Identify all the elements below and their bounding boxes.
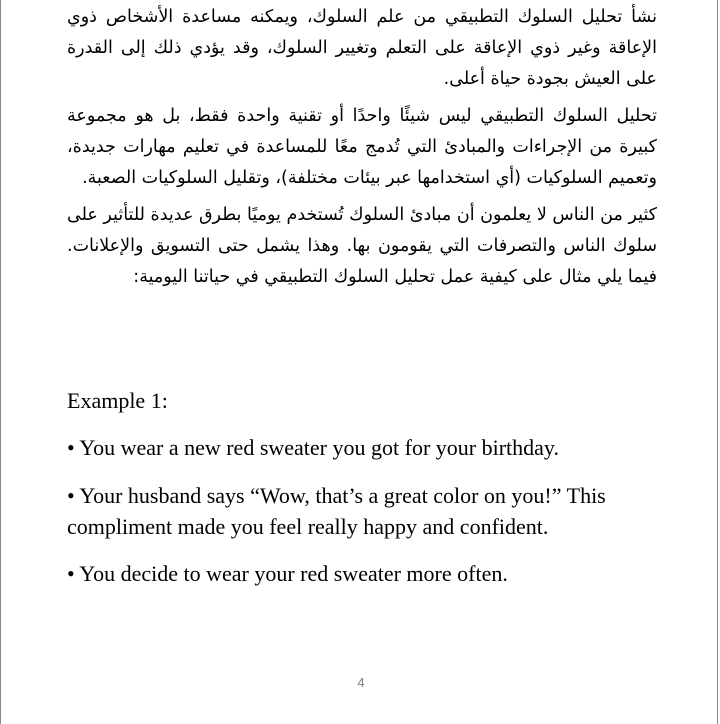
- example-bullet-2: • Your husband says “Wow, that’s a great color on you!” This compliment made you feel really happy and confident.: [67, 483, 606, 539]
- arabic-paragraph-2: تحليل السلوك التطبيقي ليس شيئًا واحدًا أو تقنية واحدة فقط، بل هو مجموعة كبيرة من الإجراءات والمبادئ التي تُدمج معًا للمساعدة في تعليم مهارات جديدة، وتعميم السلوكيات (أي استخدامها عبر بيئات مختلفة)، وتقليل السلوكيات الصعبة.: [67, 106, 657, 188]
- example-heading: Example 1:: [67, 388, 168, 413]
- arabic-paragraph-1: نشأ تحليل السلوك التطبيقي من علم السلوك، ويمكنه مساعدة الأشخاص ذوي الإعاقة وغير ذوي الإعاقة على التعلم وتغيير السلوك، وقد يؤدي ذلك إلى القدرة على العيش بجودة حياة أعلى.: [67, 7, 657, 89]
- example-section: [67, 0, 667, 620]
- page-number: 4: [357, 675, 365, 690]
- example-bullet-1: • You wear a new red sweater you got for your birthday.: [67, 435, 559, 460]
- arabic-paragraph-3: كثير من الناس لا يعلمون أن مبادئ السلوك تُستخدم يوميًا بطرق عديدة للتأثير على سلوك الناس والتصرفات التي يقومون بها. وهذا يشمل حتى التسويق والإعلانات. فيما يلي مثال على كيفية عمل تحليل السلوك التطبيقي في حياتنا اليومية:: [67, 205, 657, 287]
- example-bullet-3: • You decide to wear your red sweater more often.: [67, 561, 508, 586]
